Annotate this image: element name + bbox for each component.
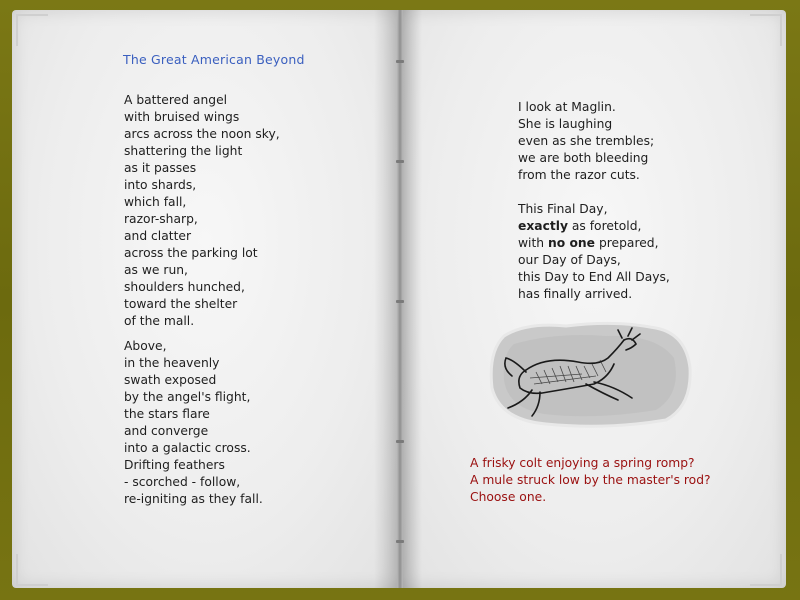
poem-line: re-igniting as they fall.	[124, 492, 263, 506]
poem-line: Above,	[124, 339, 167, 353]
poem-line: of the mall.	[124, 314, 195, 328]
spine-stitch	[396, 540, 404, 543]
poem-line: arcs across the noon sky,	[124, 127, 280, 141]
page-corner-ornament	[750, 554, 782, 586]
choice-colt[interactable]: A frisky colt enjoying a spring romp?	[470, 456, 695, 470]
poem-line: shattering the light	[124, 144, 243, 158]
right-stanza-2	[518, 201, 670, 303]
poem-line-rest: prepared,	[595, 236, 659, 250]
poem-line: our Day of Days,	[518, 253, 621, 267]
book-spine	[397, 10, 403, 588]
emphasis-word: exactly	[518, 219, 568, 233]
choice-list	[470, 455, 711, 506]
poem-line: into shards,	[124, 178, 197, 192]
poem-line: - scorched - follow,	[124, 475, 241, 489]
poem-line-rest: as foretold,	[567, 219, 642, 233]
poem-line: across the parking lot	[124, 246, 258, 260]
poem-line: She is laughing	[518, 117, 613, 131]
poem-line: This Final Day,	[518, 202, 608, 216]
poem-line-pre: with	[518, 236, 548, 250]
poem-line: has finally arrived.	[518, 287, 633, 301]
poem-line: toward the shelter	[124, 297, 238, 311]
poem-line: Drifting feathers	[124, 458, 225, 472]
poem-line: into a galactic cross.	[124, 441, 251, 455]
poem-line: this Day to End All Days,	[518, 270, 670, 284]
poem-line	[518, 218, 670, 235]
left-stanza-2	[124, 338, 263, 508]
poem-line: I look at Maglin.	[518, 100, 616, 114]
poem-line: we are both bleeding	[518, 151, 649, 165]
poem-line: even as she trembles;	[518, 134, 655, 148]
spine-stitch	[396, 160, 404, 163]
right-stanza-1	[518, 99, 654, 184]
choice-prompt: Choose one.	[470, 490, 547, 504]
poem-line: by the angel's flight,	[124, 390, 251, 404]
poem-line	[518, 235, 670, 252]
spine-stitch	[396, 300, 404, 303]
poem-line: swath exposed	[124, 373, 217, 387]
poem-line: and converge	[124, 424, 209, 438]
poem-line: A battered angel	[124, 93, 228, 107]
poem-line: as we run,	[124, 263, 188, 277]
poem-line: in the heavenly	[124, 356, 220, 370]
poem-line: as it passes	[124, 161, 197, 175]
poem-line: razor-sharp,	[124, 212, 198, 226]
page-corner-ornament	[16, 554, 48, 586]
left-stanza-1	[124, 92, 280, 330]
page-corner-ornament	[16, 14, 48, 46]
choice-mule[interactable]: A mule struck low by the master's rod?	[470, 473, 711, 487]
emphasis-word: no one	[548, 236, 596, 250]
page-corner-ornament	[750, 14, 782, 46]
poem-line: from the razor cuts.	[518, 168, 640, 182]
poem-title: The Great American Beyond	[123, 52, 305, 67]
poem-line: shoulders hunched,	[124, 280, 245, 294]
poem-line: and clatter	[124, 229, 192, 243]
spine-stitch	[396, 440, 404, 443]
poem-line: with bruised wings	[124, 110, 240, 124]
poem-line: which fall,	[124, 195, 187, 209]
spine-stitch	[396, 60, 404, 63]
horse-sketch-icon	[486, 318, 694, 430]
poem-line: the stars flare	[124, 407, 210, 421]
